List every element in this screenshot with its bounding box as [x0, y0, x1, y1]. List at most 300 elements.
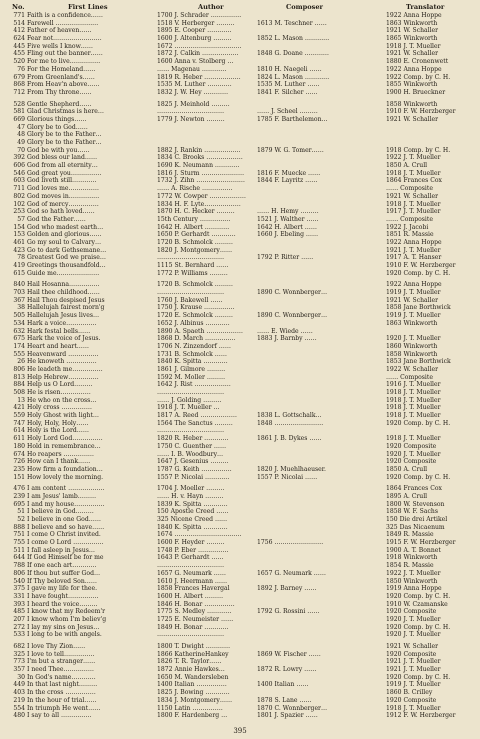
author: 1557 P. Nicolai …………	[157, 473, 230, 481]
author: 1600 H. Albert ………	[157, 592, 224, 600]
first-line: If Thy beloved Son……	[27, 577, 97, 585]
composer: 1872 R. Lowry ……	[257, 666, 317, 674]
letter-group	[6, 12, 474, 97]
first-line: If God Himself be for me	[27, 554, 104, 562]
translator: 1858 Jane Borthwick	[386, 304, 451, 312]
table-row	[6, 320, 474, 328]
author: ……………………………	[157, 254, 225, 262]
first-line: From Heav'n above……	[27, 81, 100, 89]
author: 1870 H. C. Hecker ………	[157, 208, 235, 216]
translator: 1922 W. Schaller	[386, 365, 439, 373]
composer: 1848 G. Doane …………	[257, 50, 330, 58]
table-row	[6, 335, 474, 343]
table-row	[6, 162, 474, 170]
author: 1657 G. Neumark ……	[157, 569, 226, 577]
table-row	[6, 674, 474, 682]
hymn-number: 581	[13, 108, 25, 116]
composer: 1838 L. Gottschalk…	[257, 412, 322, 420]
translator: 1918 J. T. Mueller	[386, 42, 441, 50]
author: 1720 E. Schmolck ………	[157, 312, 233, 320]
translator: 1922 J. T. Mueller	[386, 569, 441, 577]
composer: 1657 G. Neumark ……	[257, 569, 326, 577]
translator: 1858 Winkworth	[386, 350, 438, 358]
table-row	[6, 177, 474, 185]
author: 1642 H. Albert …………	[157, 223, 230, 231]
hymn-number: 546	[13, 169, 25, 177]
composer: 1756 ……………………	[257, 539, 324, 547]
first-line: Holy Lord God……………	[27, 435, 103, 443]
table-row	[6, 651, 474, 659]
author: 1800 F. Hardenberg …	[157, 712, 228, 720]
hymn-number: 540	[13, 577, 25, 585]
table-row	[6, 27, 474, 35]
translator: 1917 J. T. Mueller	[386, 208, 441, 216]
table-row	[6, 262, 474, 270]
table-row	[6, 312, 474, 320]
table-row	[6, 328, 474, 336]
first-line: Holy Ghost with light…	[27, 412, 100, 420]
hymn-number: 806	[13, 569, 25, 577]
first-line: How can I thank……	[27, 458, 91, 466]
first-line: God loves me……………	[27, 185, 99, 193]
first-line: Fling out the banner……	[27, 50, 103, 58]
hymn-number: 423	[13, 246, 25, 254]
translator: 1864 Frances Cox	[386, 177, 442, 185]
hymn-number: 888	[13, 523, 25, 531]
composer: 1869 W. Fischer ……	[257, 650, 321, 658]
first-line: God the Father……	[27, 215, 86, 223]
author: 150 Apostle Creed ……	[157, 508, 229, 516]
hymn-number: 632	[13, 327, 25, 335]
translator: 1920 Composite	[386, 608, 437, 616]
hymn-number: 682	[13, 643, 25, 650]
composer: 1892 J. Barney ……	[257, 585, 317, 593]
hymn-number: 154	[13, 223, 25, 231]
first-line: In the hour of trial……	[27, 696, 97, 704]
composer: 1801 J. Spazier ……	[257, 712, 318, 720]
first-line: Glory be to the Father…	[27, 139, 102, 146]
translator: 1910 F. W. Herzberger	[386, 262, 456, 269]
table-row	[6, 466, 474, 474]
translator: 1918 J. T. Mueller	[386, 704, 441, 712]
first-line: Golden and glorious……	[27, 231, 102, 239]
author: 1725 E. Neumeister ……	[157, 615, 234, 623]
table-row	[6, 608, 474, 616]
first-line: How firm a foundation…	[27, 465, 103, 473]
composer: 1785 F. Barthelemon…	[257, 115, 328, 123]
translator: 1912 F. W. Herzberger	[386, 712, 456, 720]
translator: 1858 Winkworth	[386, 100, 438, 108]
hymn-number: 375	[13, 585, 25, 593]
author: 1592 M. Moller ………	[157, 373, 226, 381]
composer: 1844 F. Layritz ……	[257, 177, 318, 185]
first-line: God moves in……………	[27, 192, 100, 200]
author: 1868 D. March ……………	[157, 335, 236, 343]
translator: 1921 J. T. Mueller	[386, 658, 441, 666]
translator: 1918 Winkworth	[386, 554, 438, 562]
table-row	[6, 443, 474, 451]
translator: 1921 J. T. Mueller	[386, 666, 441, 674]
first-line: Hark the voice of Jesus.	[27, 335, 101, 343]
composer: 1852 L. Mason …………	[257, 35, 330, 43]
table-row	[6, 624, 474, 632]
first-line: From Greenland's……	[27, 73, 95, 81]
translator: …… Composite	[386, 373, 433, 381]
first-line: Holy, Holy, Holy……	[27, 419, 89, 427]
translator: 1921 W. Schaller	[386, 296, 439, 304]
translator: 1850 Winkworth	[386, 577, 438, 585]
table-row	[6, 101, 474, 109]
table-row	[6, 689, 474, 697]
hymn-number: 26	[17, 358, 25, 366]
author: 1895 E. Cooper …………	[157, 27, 232, 35]
first-line: I believe in God………	[27, 508, 94, 516]
first-line: Gentle Shepherd……	[27, 100, 92, 108]
author: 1772 W. Cowper ………………	[157, 192, 246, 200]
table-row	[6, 20, 474, 28]
author: …… I. B. Woodbury…	[157, 450, 224, 458]
hymn-number: 461	[13, 238, 25, 246]
letter-group	[6, 281, 474, 481]
translator: 1916 J. T. Mueller	[386, 381, 441, 389]
first-line: I am Jesus' lamb………	[27, 492, 97, 500]
composer: 1792 G. Rossini ……	[257, 608, 320, 616]
table-row	[6, 231, 474, 239]
first-line: Hail Hosanna……………	[27, 281, 100, 289]
composer: 1879 W. G. Tomer……	[257, 146, 324, 154]
hymn-number: 207	[13, 615, 25, 623]
hymn-number: 505	[13, 312, 25, 320]
hymn-number: 813	[13, 373, 25, 381]
first-line: I believe in one God……	[27, 516, 101, 523]
hymn-number: 51	[17, 508, 25, 516]
hymn-number: 806	[13, 365, 25, 373]
table-row	[6, 547, 474, 555]
author: 1400 Italian ……………	[157, 681, 227, 689]
hymn-number: 272	[13, 623, 25, 631]
first-line: I long to be with angels.	[27, 631, 102, 639]
first-line: Hark a voice……………	[27, 319, 97, 327]
translator: 1920 J. T. Mueller	[386, 615, 441, 623]
hymn-index-page	[6, 0, 474, 739]
table-row	[6, 270, 474, 278]
author: 1643 P. Gerhardt ……	[157, 554, 224, 562]
author: 1731 B. Schmolck ……	[157, 350, 227, 358]
author: 1600 Anna v. Stolberg …	[157, 58, 234, 66]
hymn-number: 755	[13, 539, 25, 547]
table-row	[6, 554, 474, 562]
first-line: I heard the voice………	[27, 600, 98, 608]
translator: 1920 Composite	[386, 458, 437, 466]
translator: 1922 Anna Hoppe	[386, 281, 442, 289]
hymn-number: 153	[13, 231, 25, 239]
table-row	[6, 643, 474, 651]
translator: 150 Die drei Artikel	[386, 516, 448, 523]
first-line: I come O Christ invited.	[27, 531, 101, 539]
table-row	[6, 412, 474, 420]
author: 1817 A. Reed ………………	[157, 412, 237, 420]
hymn-number: 711	[13, 185, 25, 193]
hymn-number: 57	[17, 215, 25, 223]
table-row	[6, 585, 474, 593]
column-header-row	[6, 3, 474, 11]
translator: 1919 J. T. Mueller	[386, 289, 441, 297]
header-first-lines: First Lines	[68, 3, 108, 11]
translator: 1900 A. T. Bonnet	[386, 546, 441, 554]
author: 1775 S. Medley …………	[157, 608, 232, 616]
composer: 1824 L. Mason …………	[257, 73, 330, 81]
hymn-number: 884	[13, 381, 25, 389]
hymn-number: 219	[13, 696, 25, 704]
first-line: God liveth still…………	[27, 177, 97, 185]
table-row	[6, 705, 474, 713]
first-line: God from all eternity…	[27, 162, 98, 170]
hymn-number: 644	[13, 554, 25, 562]
first-line: Hold in remembrance…	[27, 442, 101, 450]
composer: …… E. Wiede ……	[257, 327, 313, 335]
author: 325 Nicene Creed ……	[157, 516, 228, 523]
author: 1820 R. Heber …………	[157, 435, 229, 443]
first-line: God be with you……	[27, 146, 90, 154]
hymn-number: 78	[17, 254, 25, 262]
hymn-number: 606	[13, 162, 25, 170]
table-row	[6, 343, 474, 351]
first-line: For me to live……………	[27, 58, 101, 66]
first-line: In the cross ……………	[27, 689, 96, 697]
header-composer: Composer	[286, 3, 324, 11]
translator: 1910 W. Czamanske	[386, 600, 448, 608]
table-row	[6, 631, 474, 639]
table-row	[6, 216, 474, 224]
hymn-number: 788	[13, 562, 25, 570]
table-row	[6, 58, 474, 66]
hymn-number: 393	[13, 600, 25, 608]
first-line: He knoweth ……………	[27, 358, 97, 366]
table-row	[6, 154, 474, 162]
hymn-number: 253	[13, 208, 25, 216]
first-line: Glad Christmas is here…	[27, 108, 104, 116]
translator: 1922 Anna Hoppe	[386, 238, 442, 246]
hymn-number: 675	[13, 335, 25, 343]
hymn-number: 174	[13, 342, 25, 350]
hymn-number: 669	[13, 115, 25, 123]
author: 1610 J. Heermann ……	[157, 577, 228, 585]
translator: 1921 W. Schaller	[386, 50, 439, 58]
table-row	[6, 247, 474, 255]
first-line: I and my house……………	[27, 500, 105, 508]
author: 1890 A. Spaeth ………………	[157, 327, 243, 335]
hymn-number: 476	[13, 485, 25, 493]
first-line: Farewell …………………	[27, 19, 99, 27]
table-row	[6, 35, 474, 43]
translator: 1900 H. Brueckner	[386, 88, 446, 96]
translator: 1922 Anna Hoppe	[386, 65, 442, 73]
composer: 1861 J. B. Dykes ……	[257, 435, 322, 443]
first-line: Father of heaven……	[27, 27, 92, 35]
translator: 1922 Anna Hoppe	[386, 12, 442, 19]
first-line: I love Thy Zion……	[27, 643, 86, 650]
composer: 1792 P. Ritter ……	[257, 254, 314, 262]
table-row	[6, 601, 474, 609]
author: 1834 H. F. Lyte………………	[157, 200, 241, 208]
hymn-number: 695	[13, 500, 25, 508]
hymn-number: 30	[17, 673, 25, 681]
translator: 1918 J. T. Mueller	[386, 200, 441, 208]
composer: 1870 C. Wonnberger…	[257, 704, 328, 712]
hymn-number: 421	[13, 404, 25, 412]
header-no: No.	[12, 3, 25, 11]
table-row	[6, 224, 474, 232]
author: ……………………………	[157, 289, 225, 297]
composer: …… J. Scheel ………	[257, 108, 318, 116]
translator: 325 Das Nicaenum	[386, 523, 445, 531]
first-line: Holy cross ……………	[27, 404, 92, 412]
first-line: Greatest God we praise…	[27, 254, 106, 262]
composer: 1535 M. Luther ……	[257, 81, 320, 89]
hymn-number: 480	[13, 712, 25, 720]
first-line: God so hath loved……	[27, 208, 95, 216]
hymn-number: 520	[13, 58, 25, 66]
hymn-number: 325	[13, 650, 25, 658]
translator: 1915 F. W. Herzberger	[386, 539, 456, 547]
hymn-number: 674	[13, 450, 25, 458]
first-line: Faith is a confidence……	[27, 12, 103, 19]
composer: 1816 F. Muecke ……	[257, 169, 321, 177]
first-line: I fall asleep in Jesus…	[27, 546, 95, 554]
translator: 1854 R. Massie	[386, 562, 434, 570]
translator: 1865 Winkworth	[386, 35, 438, 43]
author: 1826 T. R. Taylor……	[157, 658, 222, 666]
author: ……………………………	[157, 562, 225, 570]
hymn-number: 412	[13, 27, 25, 35]
hymn-number: 151	[13, 473, 25, 481]
author: 1690 K. Neumann …………	[157, 162, 240, 170]
first-line: I know that my Redeem'r	[27, 608, 106, 616]
hymn-number: 38	[17, 304, 25, 312]
translator: 1920 Comp. by C. H.	[386, 623, 451, 631]
table-row	[6, 131, 474, 139]
author: 1816 J. Sturm …………………	[157, 169, 245, 177]
hymn-number: 514	[13, 19, 25, 27]
table-row	[6, 185, 474, 193]
author: 1918 J. T. Mueller …	[157, 404, 220, 412]
author: 1647 J. Gesenius ………	[157, 458, 229, 466]
table-row	[6, 381, 474, 389]
table-row	[6, 281, 474, 289]
author: …… Magenau …………	[157, 65, 227, 73]
hymn-number: 47	[17, 123, 25, 131]
author: 1760 J. Bakewell ……	[157, 296, 223, 304]
translator: 1920 Composite	[386, 442, 437, 450]
composer: …… H. Hemy ………	[257, 208, 319, 216]
author: 1839 K. Spitta …………	[157, 500, 228, 508]
author: 1820 J. Montgomery……	[157, 246, 233, 254]
hymn-number: 603	[13, 177, 25, 185]
hymn-number: 614	[13, 427, 25, 435]
first-line: Greetings thousandfold…	[27, 262, 106, 269]
translator: 1921 J. T. Mueller	[386, 246, 441, 254]
translator: 1800 W. Stevenson	[386, 500, 445, 508]
hymn-number: 679	[13, 73, 25, 81]
author: 1650 M. Wandersleben	[157, 673, 229, 681]
hymn-number: 726	[13, 458, 25, 466]
first-line: I am content ………………	[27, 485, 105, 493]
translator: 1860 B. Crilley	[386, 689, 433, 697]
first-line: I have fought……………	[27, 592, 99, 600]
table-row	[6, 531, 474, 539]
table-row	[6, 43, 474, 51]
author: 1872 Annie Hawkes…	[157, 666, 225, 674]
letter-group	[6, 101, 474, 278]
first-line: Holy is the Lord……	[27, 427, 89, 435]
first-line: Heavenward ……………	[27, 350, 99, 358]
hymn-number: 533	[13, 631, 25, 639]
table-row	[6, 366, 474, 374]
translator: 1920 J. T. Mueller	[386, 335, 441, 343]
author: 1872 J. Calkin ………………	[157, 50, 239, 58]
hymn-number: 70	[17, 146, 25, 154]
table-row	[6, 74, 474, 82]
table-row	[6, 404, 474, 412]
table-row	[6, 304, 474, 312]
first-line: How lovely the morning.	[27, 473, 104, 481]
table-row	[6, 289, 474, 297]
translator: …… Composite	[386, 185, 433, 193]
translator: 1920 Comp. by C. H.	[386, 473, 451, 481]
first-line: God bless our land……	[27, 154, 98, 162]
table-row	[6, 712, 474, 720]
author: ……………………………	[157, 427, 225, 435]
hymn-number: 534	[13, 319, 25, 327]
table-row	[6, 508, 474, 516]
first-line: Glorious things……	[27, 115, 87, 123]
table-row	[6, 254, 474, 262]
translator: 1921 W. Schaller	[386, 115, 439, 123]
first-line: I believe and so have……	[27, 523, 105, 531]
author: 1642 J. Rist ………………	[157, 381, 231, 389]
translator: 1895 A. Crull	[386, 492, 428, 500]
author: 1840 K. Spitta …………	[157, 523, 228, 531]
translator: 1918 J. T. Mueller	[386, 435, 441, 443]
author: 1748 P. Eber ……………	[157, 546, 229, 554]
table-row	[6, 524, 474, 532]
table-row	[6, 658, 474, 666]
table-row	[6, 562, 474, 570]
translator: 1919 Anna Hoppe	[386, 585, 442, 593]
hymn-number: 52	[17, 516, 25, 523]
translator: 1855 Winkworth	[386, 81, 438, 89]
translator: 1920 Comp. by C. H.	[386, 269, 451, 277]
hymn-number: 403	[13, 689, 25, 697]
hymn-number: 559	[13, 412, 25, 420]
author: 1732 J. Zihn ……………………	[157, 177, 246, 185]
first-line: Hallelujah fairest morn'g	[27, 304, 105, 312]
author: 1700 J. Schrader ……………	[157, 12, 242, 19]
hymn-number: 511	[13, 546, 25, 554]
translator: 1860 Winkworth	[386, 342, 438, 350]
translator: 1920 J. T. Mueller	[386, 631, 441, 639]
translator: 1863 Winkworth	[386, 319, 438, 327]
author: …… J. Golding ………	[157, 396, 222, 404]
first-line: Heart and heart……	[27, 342, 89, 350]
first-line: If thou but suffer God…	[27, 569, 101, 577]
hymn-number: 802	[13, 192, 25, 200]
first-line: Ho reapers ……………	[27, 450, 95, 458]
letter-group	[6, 643, 474, 720]
table-row	[6, 147, 474, 155]
translator: 1920 Comp. by C. H.	[386, 673, 451, 681]
hymn-number: 419	[13, 262, 25, 269]
